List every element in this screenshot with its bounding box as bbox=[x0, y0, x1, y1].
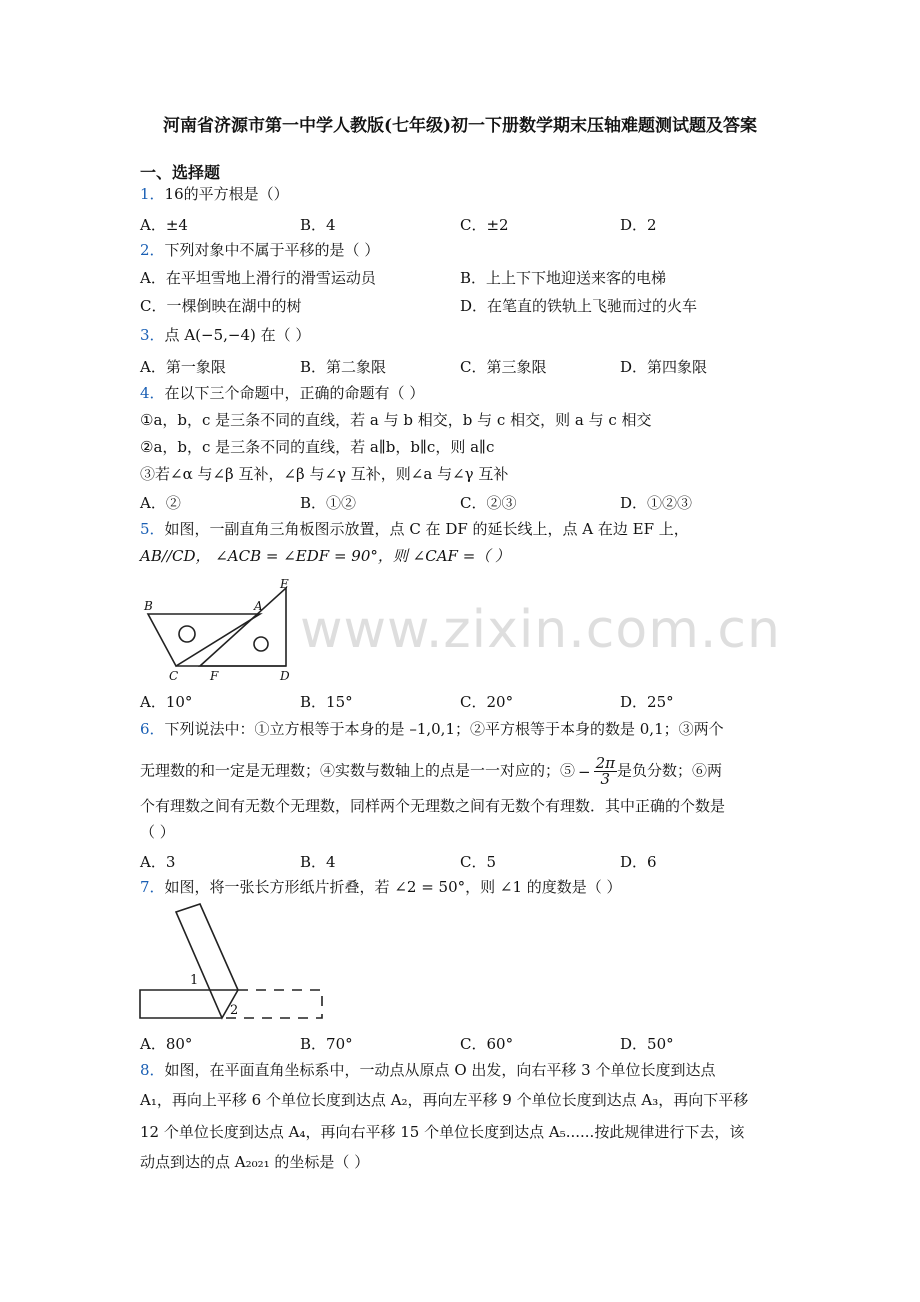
label-a: A bbox=[254, 599, 263, 613]
question-number: 5． bbox=[140, 520, 165, 538]
label-b: B bbox=[144, 599, 153, 613]
question-7 bbox=[140, 877, 622, 897]
triangle-def bbox=[200, 588, 286, 666]
figure-triangle-rulers bbox=[140, 578, 300, 684]
question-text: 下列对象中不属于平移的是（ ） bbox=[164, 241, 380, 259]
question-text-line4: （ ） bbox=[140, 823, 175, 841]
question-5 bbox=[140, 519, 689, 539]
option-a[interactable]: A．±4 bbox=[140, 216, 188, 234]
statement-2: ②a，b，c 是三条不同的直线，若 a∥b，b∥c，则 a∥c bbox=[140, 438, 495, 456]
label-e: E bbox=[280, 578, 289, 591]
question-2 bbox=[140, 240, 379, 260]
label-f: F bbox=[210, 669, 219, 683]
question-number: 4． bbox=[140, 384, 165, 402]
option-d[interactable]: D．①②③ bbox=[620, 494, 693, 512]
page-title: 河南省济源市第一中学人教版(七年级)初一下册数学期末压轴难题测试题及答案 bbox=[162, 116, 758, 136]
question-number: 3． bbox=[140, 326, 165, 344]
question-1 bbox=[140, 184, 289, 204]
question-text: 下列说法中：①立方根等于本身的是 –1,0,1；②平方根等于本身的数是 0,1；③两个 bbox=[164, 720, 724, 738]
question-text-line3: 12 个单位长度到达点 A₄，再向右平移 15 个单位长度到达点 A₅......按此规律进行下去，该 bbox=[140, 1123, 745, 1141]
option-b[interactable]: B．上上下下地迎送来客的电梯 bbox=[460, 269, 667, 287]
question-number: 1． bbox=[140, 185, 165, 203]
label-d: D bbox=[280, 669, 290, 683]
question-6 bbox=[140, 719, 724, 739]
question-text: 点 A(−5,−4) 在（ ） bbox=[164, 326, 311, 344]
statement-3: ③若∠α 与∠β 互补，∠β 与∠γ 互补，则∠a 与∠γ 互补 bbox=[140, 465, 509, 483]
option-b[interactable]: B．4 bbox=[300, 853, 336, 871]
angle-1-label: 1 bbox=[190, 973, 199, 988]
option-a[interactable]: A．80° bbox=[140, 1035, 193, 1053]
question-text: 如图，在平面直角坐标系中，一动点从原点 O 出发，向右平移 3 个单位长度到达点 bbox=[164, 1061, 716, 1079]
option-d[interactable]: D．50° bbox=[620, 1035, 674, 1053]
option-b[interactable]: B．①② bbox=[300, 494, 357, 512]
question-number: 7． bbox=[140, 878, 165, 896]
ruler-hole bbox=[179, 626, 195, 642]
angle-2-label: 2 bbox=[230, 1003, 239, 1018]
question-text-line3: 个有理数之间有无数个无理数，同样两个无理数之间有无数个有理数．其中正确的个数是 bbox=[140, 797, 726, 815]
fraction: $\frac{2\pi}{3}$ bbox=[595, 754, 615, 788]
option-d[interactable]: D．第四象限 bbox=[620, 358, 708, 376]
question-text-line2: 无理数的和一定是无理数；④实数与数轴上的点是一一对应的；⑤ − $\frac{2\pi}{3}$ 是负分数；⑥两 bbox=[140, 754, 723, 788]
question-3 bbox=[140, 325, 310, 345]
option-a[interactable]: A．② bbox=[140, 494, 181, 512]
question-text: 在以下三个命题中，正确的命题有（ ） bbox=[164, 384, 425, 402]
option-d[interactable]: D．在笔直的铁轨上飞驰而过的火车 bbox=[460, 297, 698, 315]
option-a[interactable]: A．10° bbox=[140, 693, 193, 711]
question-8 bbox=[140, 1060, 715, 1080]
ruler-hole bbox=[254, 637, 268, 651]
option-c[interactable]: C．60° bbox=[460, 1035, 514, 1053]
question-number: 6． bbox=[140, 720, 165, 738]
option-c[interactable]: C．5 bbox=[460, 853, 497, 871]
option-c[interactable]: C．②③ bbox=[460, 494, 517, 512]
figure-folded-paper bbox=[138, 900, 328, 1026]
option-d[interactable]: D．25° bbox=[620, 693, 674, 711]
option-b[interactable]: B．第二象限 bbox=[300, 358, 387, 376]
option-a[interactable]: A．3 bbox=[140, 853, 176, 871]
option-a[interactable]: A．在平坦雪地上滑行的滑雪运动员 bbox=[140, 269, 376, 287]
question-text: 如图，将一张长方形纸片折叠，若 ∠2 = 50°，则 ∠1 的度数是（ ） bbox=[164, 878, 622, 896]
statement-1: ①a，b，c 是三条不同的直线，若 a 与 b 相交，b 与 c 相交，则 a 与 c 相交 bbox=[140, 411, 652, 429]
question-text-line2: AB//CD， ∠ACB = ∠EDF = 90°，则 ∠CAF =（ ） bbox=[140, 547, 511, 565]
question-text-line4: 动点到达的点 A₂₀₂₁ 的坐标是（ ） bbox=[140, 1153, 370, 1171]
option-c[interactable]: C．±2 bbox=[460, 216, 509, 234]
question-text: 如图，一副直角三角板图示放置，点 C 在 DF 的延长线上，点 A 在边 EF 上， bbox=[164, 520, 689, 538]
label-c: C bbox=[169, 669, 179, 683]
question-number: 2． bbox=[140, 241, 165, 259]
option-c[interactable]: C．第三象限 bbox=[460, 358, 547, 376]
folded-part bbox=[176, 904, 238, 1018]
option-a[interactable]: A．第一象限 bbox=[140, 358, 226, 376]
question-4 bbox=[140, 383, 424, 403]
option-d[interactable]: D．2 bbox=[620, 216, 657, 234]
watermark: www.zixin.com.cn bbox=[300, 600, 781, 660]
option-b[interactable]: B．70° bbox=[300, 1035, 353, 1053]
option-c[interactable]: C．一棵倒映在湖中的树 bbox=[140, 297, 302, 315]
option-d[interactable]: D．6 bbox=[620, 853, 657, 871]
option-c[interactable]: C．20° bbox=[460, 693, 514, 711]
option-b[interactable]: B．15° bbox=[300, 693, 353, 711]
question-number: 8． bbox=[140, 1061, 165, 1079]
question-text-line2: A₁，再向上平移 6 个单位长度到达点 A₂，再向左平移 9 个单位长度到达点 A₃，再向下平移 bbox=[140, 1091, 749, 1109]
question-text: 16的平方根是（） bbox=[164, 185, 289, 203]
paper-strip-solid bbox=[140, 990, 238, 1018]
triangle-abc bbox=[148, 614, 260, 666]
section-heading: 一、选择题 bbox=[140, 163, 221, 182]
option-b[interactable]: B．4 bbox=[300, 216, 336, 234]
